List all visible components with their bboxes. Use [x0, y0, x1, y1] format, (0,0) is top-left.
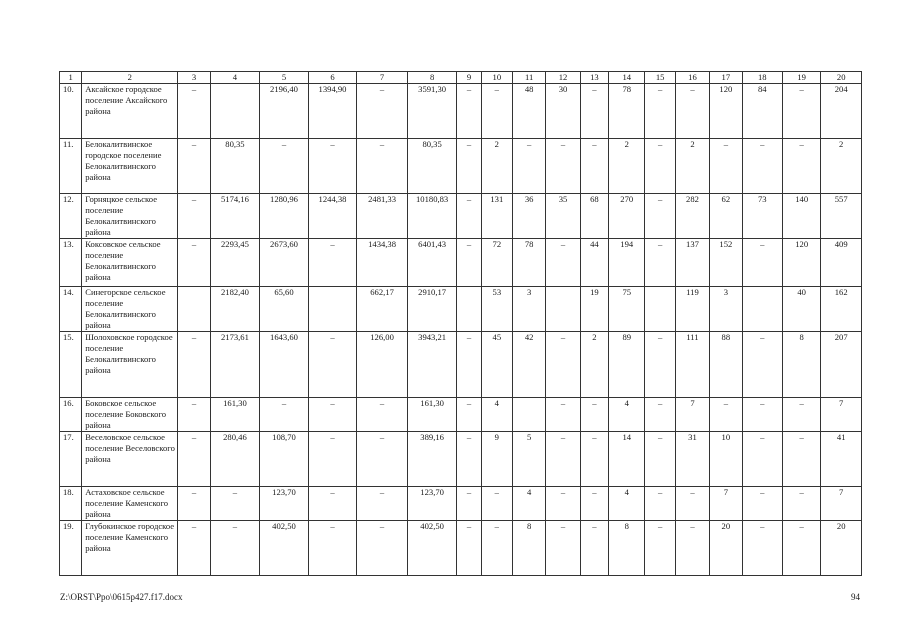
table-cell: – [481, 84, 512, 139]
table-cell: 662,17 [357, 287, 408, 332]
table-cell: – [546, 487, 580, 521]
column-header: 17 [710, 72, 742, 84]
table-cell: – [580, 487, 608, 521]
table-cell: 72 [481, 239, 512, 287]
table-row [60, 287, 862, 332]
table-cell: – [710, 398, 742, 432]
table-cell: – [782, 487, 820, 521]
table-cell: 7 [821, 398, 862, 432]
settlement-name: Горняцкое сельское поселение Белокалитвинского района [82, 194, 178, 239]
table-cell: 123,70 [407, 487, 457, 521]
settlement-name: Глубокинское городское поселение Каменского района [82, 521, 178, 576]
settlement-name: Синегорское сельское поселение Белокалитвинского района [82, 287, 178, 332]
table-cell: 282 [675, 194, 709, 239]
table-row [60, 139, 862, 194]
table-cell: – [178, 487, 210, 521]
table-cell: – [645, 239, 675, 287]
table-cell: 204 [821, 84, 862, 139]
table-cell: – [178, 84, 210, 139]
table-cell: – [546, 332, 580, 398]
table-cell: – [308, 432, 357, 487]
data-table [59, 71, 862, 576]
table-cell: – [782, 84, 820, 139]
table-cell: 152 [710, 239, 742, 287]
column-header: 13 [580, 72, 608, 84]
table-cell: 270 [609, 194, 645, 239]
table-cell: – [357, 139, 408, 194]
row-number: 11. [60, 139, 82, 194]
table-cell: 7 [821, 487, 862, 521]
table-cell: – [675, 487, 709, 521]
table-cell: – [260, 398, 309, 432]
table-cell: 126,00 [357, 332, 408, 398]
column-header: 16 [675, 72, 709, 84]
row-number: 18. [60, 487, 82, 521]
table-cell: – [645, 332, 675, 398]
table-cell: – [580, 521, 608, 576]
table-cell: 8 [782, 332, 820, 398]
table-cell: – [178, 432, 210, 487]
table-cell: – [546, 139, 580, 194]
table-cell: 5174,16 [210, 194, 260, 239]
table-cell: – [675, 521, 709, 576]
column-header: 8 [407, 72, 457, 84]
table-cell: 20 [710, 521, 742, 576]
table-cell [645, 287, 675, 332]
table-cell [546, 287, 580, 332]
table-cell: – [178, 139, 210, 194]
table-cell: 409 [821, 239, 862, 287]
table-cell: 2182,40 [210, 287, 260, 332]
table-cell: 161,30 [210, 398, 260, 432]
table-cell [457, 287, 481, 332]
column-header: 10 [481, 72, 512, 84]
table-row [60, 332, 862, 398]
table-cell: 2673,60 [260, 239, 309, 287]
table-cell: – [457, 487, 481, 521]
table-row [60, 239, 862, 287]
table-cell: – [645, 487, 675, 521]
column-header: 1 [60, 72, 82, 84]
table-cell: – [742, 332, 782, 398]
table-cell: 80,35 [210, 139, 260, 194]
table-cell: 30 [546, 84, 580, 139]
table-cell: – [645, 139, 675, 194]
table-row [60, 194, 862, 239]
table-cell: – [308, 521, 357, 576]
table-row [60, 84, 862, 139]
column-header: 15 [645, 72, 675, 84]
table-cell [742, 287, 782, 332]
table-cell: 2196,40 [260, 84, 309, 139]
table-cell: – [782, 398, 820, 432]
table-cell: 10 [710, 432, 742, 487]
table-cell: 1643,60 [260, 332, 309, 398]
table-cell: – [645, 432, 675, 487]
settlement-name: Аксайское городское поселение Аксайского района [82, 84, 178, 139]
column-header: 5 [260, 72, 309, 84]
table-cell: 2 [580, 332, 608, 398]
table-body [60, 84, 862, 576]
table-cell: 2910,17 [407, 287, 457, 332]
table-cell: 41 [821, 432, 862, 487]
table-cell: – [742, 521, 782, 576]
row-number: 14. [60, 287, 82, 332]
table-cell: – [260, 139, 309, 194]
column-header: 3 [178, 72, 210, 84]
column-header: 4 [210, 72, 260, 84]
table-cell: 119 [675, 287, 709, 332]
table-cell: – [178, 521, 210, 576]
table-cell: 84 [742, 84, 782, 139]
table-cell: 1244,38 [308, 194, 357, 239]
table-cell: – [580, 139, 608, 194]
table-cell: – [513, 139, 546, 194]
table-cell: 78 [513, 239, 546, 287]
table-cell: 62 [710, 194, 742, 239]
table-cell: 44 [580, 239, 608, 287]
footer-file-path: Z:\ORST\Ppo\0615p427.f17.docx [60, 592, 183, 602]
table-cell: – [357, 487, 408, 521]
table-cell: 3591,30 [407, 84, 457, 139]
table-cell: 5 [513, 432, 546, 487]
table-cell: 4 [609, 487, 645, 521]
table-cell: – [782, 139, 820, 194]
table-cell: 78 [609, 84, 645, 139]
table-cell: 111 [675, 332, 709, 398]
table-cell: 3 [710, 287, 742, 332]
column-header: 19 [782, 72, 820, 84]
table-cell: – [645, 194, 675, 239]
table-cell: – [580, 84, 608, 139]
table-cell: 2481,33 [357, 194, 408, 239]
row-number: 19. [60, 521, 82, 576]
table-cell: 48 [513, 84, 546, 139]
table-cell: 19 [580, 287, 608, 332]
table-cell: – [645, 398, 675, 432]
footer-page-number: 94 [851, 592, 860, 602]
table-row [60, 521, 862, 576]
table-cell: – [457, 521, 481, 576]
table-cell: 2 [821, 139, 862, 194]
table-cell: 131 [481, 194, 512, 239]
table-cell: – [710, 139, 742, 194]
table-cell: – [645, 84, 675, 139]
table-cell: – [546, 432, 580, 487]
table-cell: 10180,83 [407, 194, 457, 239]
table-cell: – [457, 239, 481, 287]
table-cell: 45 [481, 332, 512, 398]
table-cell: – [481, 487, 512, 521]
table-cell: 2173,61 [210, 332, 260, 398]
settlement-name: Шолоховское городское поселение Белокалитвинского района [82, 332, 178, 398]
table-cell: – [742, 432, 782, 487]
table-cell: – [357, 84, 408, 139]
table-cell: 65,60 [260, 287, 309, 332]
table-cell: – [178, 332, 210, 398]
settlement-name: Боковское сельское поселение Боковского района [82, 398, 178, 432]
table-cell: 20 [821, 521, 862, 576]
table-cell: – [675, 84, 709, 139]
table-cell: – [308, 332, 357, 398]
table-cell: 161,30 [407, 398, 457, 432]
table-cell: – [210, 487, 260, 521]
column-header: 6 [308, 72, 357, 84]
table-cell: 194 [609, 239, 645, 287]
table-cell: 402,50 [407, 521, 457, 576]
settlement-name: Веселовское сельское поселение Веселовского района [82, 432, 178, 487]
table-cell: 207 [821, 332, 862, 398]
table-cell [513, 398, 546, 432]
row-number: 10. [60, 84, 82, 139]
table-cell: – [546, 521, 580, 576]
table-cell: – [742, 398, 782, 432]
table-cell: 2 [675, 139, 709, 194]
table-cell: 6401,43 [407, 239, 457, 287]
table-cell: 2293,45 [210, 239, 260, 287]
table-cell: – [457, 84, 481, 139]
table-cell: 1280,96 [260, 194, 309, 239]
header-row [60, 72, 862, 84]
table-cell: – [308, 139, 357, 194]
table-cell: – [357, 521, 408, 576]
table-cell: – [308, 239, 357, 287]
column-header: 12 [546, 72, 580, 84]
row-number: 13. [60, 239, 82, 287]
table-cell: 53 [481, 287, 512, 332]
table-cell: 36 [513, 194, 546, 239]
table-cell: – [742, 239, 782, 287]
table-cell: – [742, 487, 782, 521]
table-cell [178, 287, 210, 332]
table-cell: – [580, 432, 608, 487]
table-cell: 108,70 [260, 432, 309, 487]
column-header: 9 [457, 72, 481, 84]
table-cell [210, 84, 260, 139]
table-cell: – [546, 398, 580, 432]
table-cell: – [178, 239, 210, 287]
table-cell: 9 [481, 432, 512, 487]
row-number: 15. [60, 332, 82, 398]
table-cell: 42 [513, 332, 546, 398]
table-cell: – [457, 398, 481, 432]
column-header: 11 [513, 72, 546, 84]
table-cell: – [546, 239, 580, 287]
table-cell: – [457, 139, 481, 194]
table-cell: 3 [513, 287, 546, 332]
column-header: 2 [82, 72, 178, 84]
column-header: 20 [821, 72, 862, 84]
table-cell: 2 [609, 139, 645, 194]
table-cell: 1394,90 [308, 84, 357, 139]
table-cell: – [308, 487, 357, 521]
table-cell: – [357, 432, 408, 487]
table-cell: – [742, 139, 782, 194]
table-cell: 4 [481, 398, 512, 432]
table-cell: 3943,21 [407, 332, 457, 398]
table-cell: 1434,38 [357, 239, 408, 287]
table-cell: – [178, 194, 210, 239]
settlement-name: Коксовское сельское поселение Белокалитвинского района [82, 239, 178, 287]
table-cell: – [457, 194, 481, 239]
table-cell: 557 [821, 194, 862, 239]
table-cell: – [782, 432, 820, 487]
table-cell: 40 [782, 287, 820, 332]
row-number: 12. [60, 194, 82, 239]
settlement-name: Белокалитвинское городское поселение Белокалитвинского района [82, 139, 178, 194]
table-cell: 8 [609, 521, 645, 576]
table-cell: – [580, 398, 608, 432]
column-header: 7 [357, 72, 408, 84]
table-cell: 389,16 [407, 432, 457, 487]
table-cell: 120 [782, 239, 820, 287]
table-cell: 2 [481, 139, 512, 194]
column-header: 18 [742, 72, 782, 84]
table-cell: – [782, 521, 820, 576]
table-cell: 162 [821, 287, 862, 332]
table-cell: – [645, 521, 675, 576]
table-cell: 89 [609, 332, 645, 398]
table-cell [308, 287, 357, 332]
table-cell: 4 [609, 398, 645, 432]
table-cell: 35 [546, 194, 580, 239]
table-cell: 31 [675, 432, 709, 487]
table-cell: 280,46 [210, 432, 260, 487]
table-cell: 80,35 [407, 139, 457, 194]
row-number: 17. [60, 432, 82, 487]
table-cell: 73 [742, 194, 782, 239]
table-cell: 7 [675, 398, 709, 432]
table-row [60, 398, 862, 432]
table-cell: 402,50 [260, 521, 309, 576]
table-cell: 7 [710, 487, 742, 521]
table-cell: 120 [710, 84, 742, 139]
column-header: 14 [609, 72, 645, 84]
table-cell: 140 [782, 194, 820, 239]
table-cell: – [178, 398, 210, 432]
table-cell: – [481, 521, 512, 576]
table-cell: 8 [513, 521, 546, 576]
table-cell: – [457, 432, 481, 487]
table-cell: – [210, 521, 260, 576]
table-cell: 14 [609, 432, 645, 487]
table-cell: 88 [710, 332, 742, 398]
table-cell: 4 [513, 487, 546, 521]
table-cell: – [308, 398, 357, 432]
row-number: 16. [60, 398, 82, 432]
table-cell: 137 [675, 239, 709, 287]
settlement-name: Астаховское сельское поселение Каменского района [82, 487, 178, 521]
table-cell: – [357, 398, 408, 432]
table-cell: 75 [609, 287, 645, 332]
table-cell: – [457, 332, 481, 398]
table-row [60, 432, 862, 487]
table-cell: 68 [580, 194, 608, 239]
table-cell: 123,70 [260, 487, 309, 521]
table-row [60, 487, 862, 521]
